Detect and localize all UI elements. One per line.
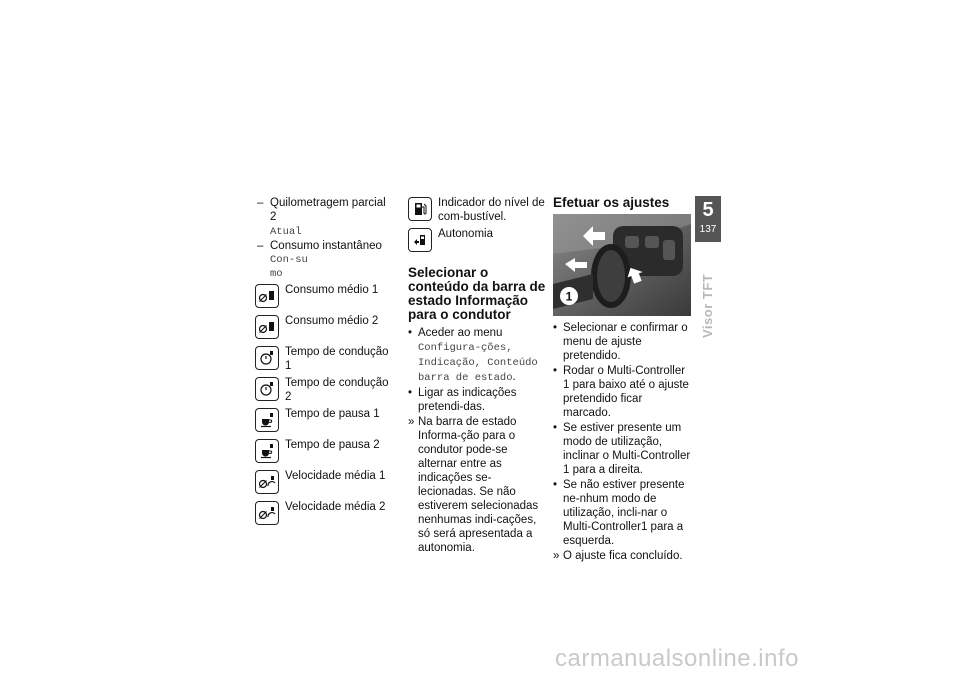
list-item: – Quilometragem parcial 2 Atual xyxy=(257,197,386,238)
list-item: • Ligar as indicações pretendi-das. xyxy=(408,387,517,413)
icon-item: Velocidade média 2 xyxy=(255,500,395,529)
list-item: • Rodar o Multi-Controller 1 para baixo até o ajuste pretendido ficar marcado. xyxy=(553,365,689,419)
menu-path: Configura-ções, Indicação, Conteúdo barra de estado xyxy=(418,342,538,384)
page-number: 137 xyxy=(699,224,717,235)
stopwatch-icon xyxy=(255,377,279,401)
section-heading: Selecionar o conteúdo da barra de estado Informação para o condutor xyxy=(408,265,546,322)
column-1 xyxy=(255,196,395,529)
list-item: • Selecionar e confirmar o menu de ajuste pretendido. xyxy=(553,322,688,362)
list-item: » O ajuste fica concluído. xyxy=(553,550,683,562)
icon-item: Autonomia xyxy=(408,227,546,256)
icon-item: Tempo de pausa 1 xyxy=(255,407,395,436)
icon-item: Tempo de condução 1 xyxy=(255,345,395,374)
list-item: • Aceder ao menu Configura-ções, Indicação, Conteúdo barra de estado. xyxy=(408,327,538,384)
menu-path: Con-sumo xyxy=(270,254,308,280)
icon-item: Velocidade média 1 xyxy=(255,469,395,498)
list-item: – Consumo instantâneo Con-sumo xyxy=(257,240,382,280)
fuel-pump-icon xyxy=(408,197,432,221)
stopwatch-icon xyxy=(255,346,279,370)
icon-item: Consumo médio 2 xyxy=(255,314,395,343)
chapter-side-title: Visor TFT xyxy=(700,273,715,338)
icon-item: Tempo de condução 2 xyxy=(255,376,395,405)
list-item: » Na barra de estado Informa-ção para o condutor pode-se alternar entre as indicações se-lecionadas. Se não estiverem selecionadas nenhumas indi-cações, só será apresentada a autonomia. xyxy=(408,416,539,554)
range-fuel-icon xyxy=(408,228,432,252)
speedometer-icon xyxy=(255,470,279,494)
item-text: Consumo instantâneo xyxy=(270,240,382,252)
icon-item: Indicador do nível de com-bustível. xyxy=(408,196,546,225)
chapter-number: 5 xyxy=(702,199,714,221)
list-item: • Se estiver presente um modo de utilização, inclinar o Multi-Controller 1 para a direita. xyxy=(553,422,691,476)
chapter-tab xyxy=(695,196,721,242)
coffee-icon xyxy=(255,439,279,463)
icon-item: Tempo de pausa 2 xyxy=(255,438,395,467)
coffee-icon xyxy=(255,408,279,432)
list-item: • Se não estiver presente ne-nhum modo de utilização, incli-nar o Multi-Controller1 para a esquerda. xyxy=(553,479,685,547)
menu-path: Atual xyxy=(270,226,302,238)
item-text: Quilometragem parcial 2 xyxy=(270,197,386,223)
consumption-icon xyxy=(255,284,279,308)
consumption-icon xyxy=(255,315,279,339)
column-2 xyxy=(408,196,546,556)
handlebar-controls-photo xyxy=(553,214,691,316)
icon-item: Consumo médio 1 xyxy=(255,283,395,312)
photo-callout-label: 1 xyxy=(565,289,573,304)
section-heading: Efetuar os ajustes xyxy=(553,195,670,210)
column-3 xyxy=(553,196,691,564)
speedometer-icon xyxy=(255,501,279,525)
watermark: carmanualsonline.info xyxy=(555,645,799,672)
